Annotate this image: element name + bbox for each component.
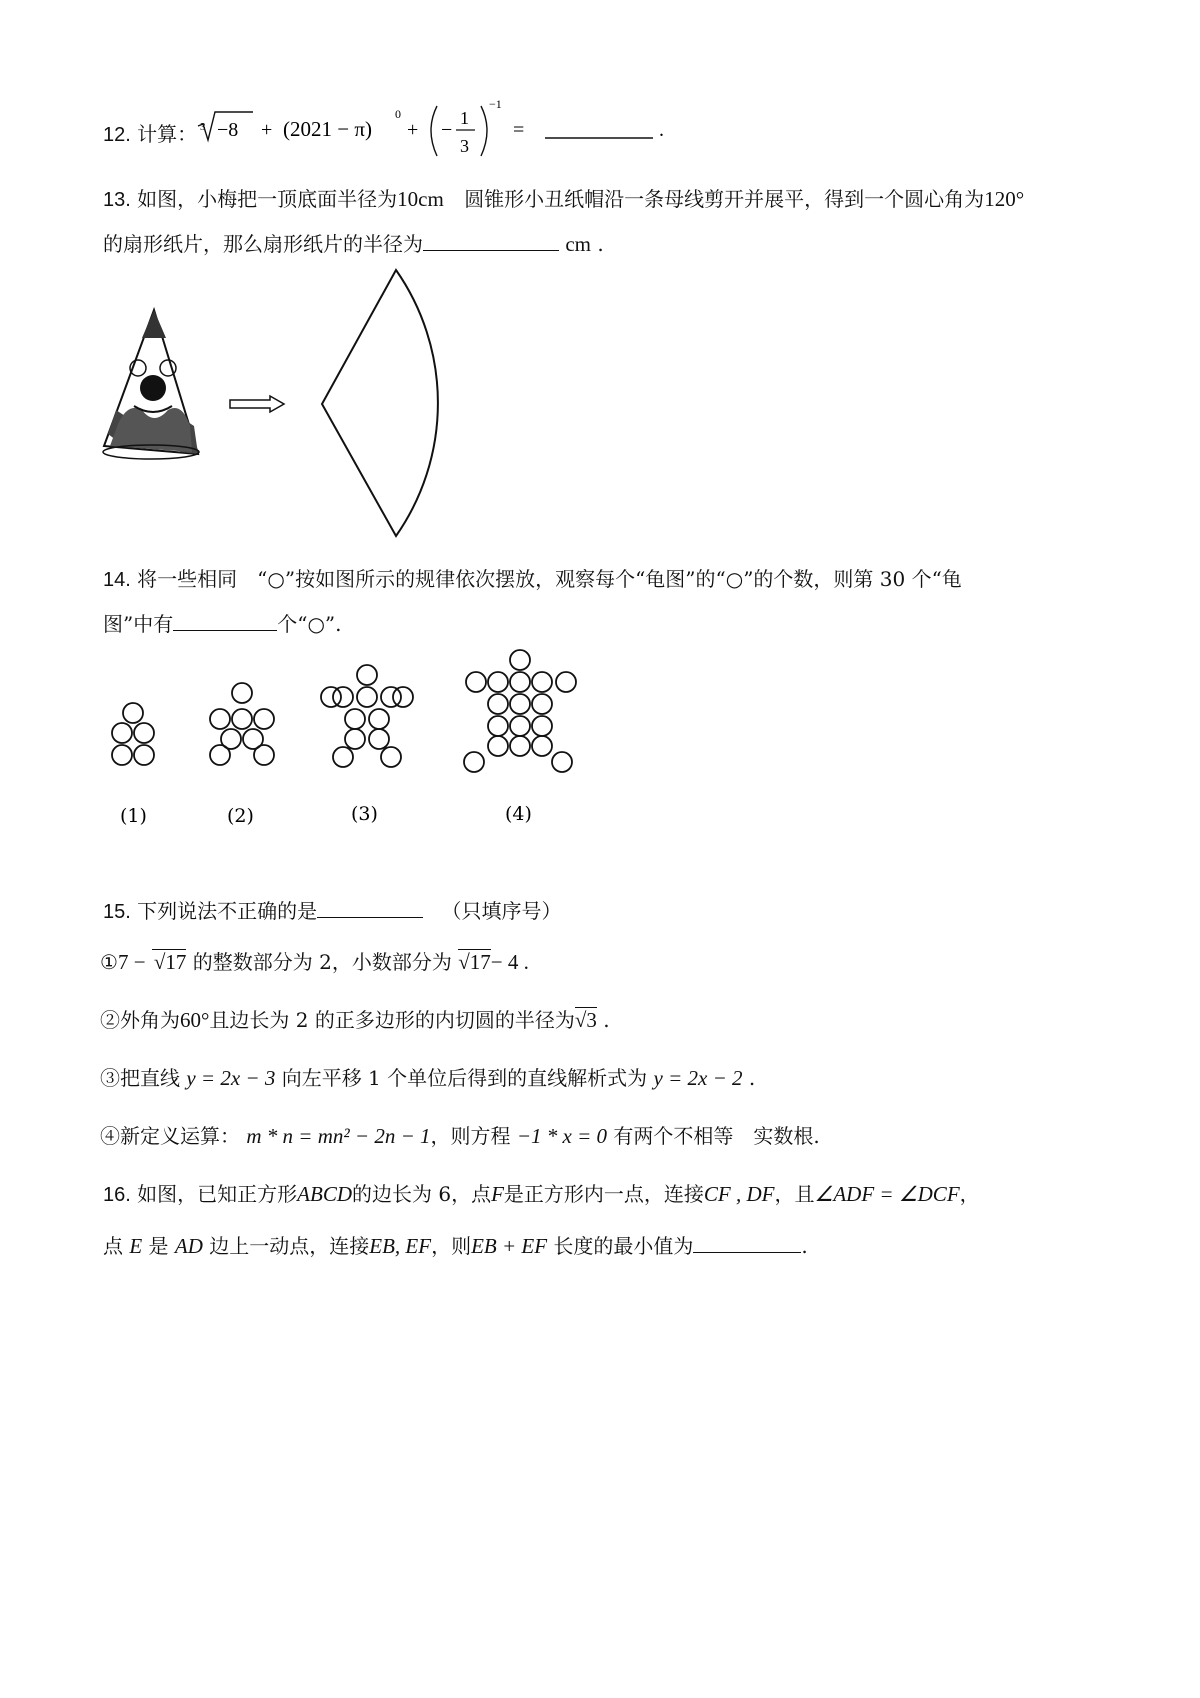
q16-text-e: ，: [959, 1182, 980, 1206]
figure-label-1: (1): [120, 805, 147, 827]
clown-cone-hat-figure: [98, 306, 208, 466]
circle-figure-3-10: [369, 729, 389, 749]
circle-figure-3-1: [357, 665, 377, 685]
q14-number: 14.: [103, 569, 131, 591]
s3-line-eq-2: y = 2x − 2: [653, 1066, 743, 1090]
q12-frac-sign: −: [441, 119, 453, 141]
circle-figure-1-1: [123, 703, 143, 723]
q16-point-f: F: [491, 1182, 504, 1206]
circle-figure-4-2: [466, 672, 486, 692]
q12-plus-2: +: [407, 119, 419, 141]
clown-nose-icon: [140, 375, 166, 401]
q16-text-g: 是: [148, 1234, 169, 1258]
statement-1-mark: ①: [100, 950, 118, 974]
s1-sqrt-17: √17: [153, 950, 187, 974]
circle-figure-4-15: [532, 736, 552, 756]
circle-figure-4-9: [532, 694, 552, 714]
circle-figure-1-3: [134, 723, 154, 743]
s4-operation-def: m * n = mn² − 2n − 1: [246, 1124, 431, 1148]
s2-end: .: [603, 1008, 610, 1032]
figure-label-4: (4): [505, 803, 532, 825]
q15-statement-1: [100, 946, 529, 975]
circle-figure-3-6: [393, 687, 413, 707]
circle-figure-2-2: [210, 709, 230, 729]
q16-text-d: ，且: [774, 1182, 815, 1206]
q16-answer-blank: [693, 1251, 801, 1253]
q15-statement-2: [100, 1004, 610, 1033]
circle-figure-3-4: [381, 687, 401, 707]
circle-figure-4-5: [532, 672, 552, 692]
q16-sum-expr: EB + EF: [471, 1234, 548, 1258]
q14-line-1: [103, 563, 962, 592]
q12-big-paren-right: [481, 106, 487, 156]
s2-text-a: 外角为: [120, 1008, 180, 1032]
q16-number: 16.: [103, 1184, 131, 1206]
q16-text-h: 边上一动点，连接: [209, 1234, 370, 1258]
circle-figure-4-6: [556, 672, 576, 692]
q15-title-b: （只填序号）: [441, 899, 562, 923]
s3-end: .: [748, 1066, 756, 1090]
q14-answer-blank: [173, 629, 277, 631]
q14-text-c: 个“○”.: [277, 612, 342, 636]
circle-figure-1-4: [112, 745, 132, 765]
circle-figure-4-14: [510, 736, 530, 756]
s4-text-c: 有两个不相等 实数根.: [613, 1124, 820, 1148]
q13-line-1: [103, 183, 1024, 212]
s3-text-b: 向左平移 1 个单位后得到的直线解析式为: [281, 1066, 648, 1090]
circle-figure-2-3: [232, 709, 252, 729]
circle-figure-3-3: [357, 687, 377, 707]
circle-figure-4-4: [510, 672, 530, 692]
sector-figure: [318, 266, 488, 542]
figure-label-3: (3): [351, 803, 378, 825]
q12-formula: [195, 88, 664, 168]
q12-label: 计算：: [137, 122, 198, 146]
circle-figure-1-2: [112, 723, 132, 743]
circle-figure-4-3: [488, 672, 508, 692]
circle-figure-4-1: [510, 650, 530, 670]
q16-text-i: ，则: [431, 1234, 472, 1258]
q13-number: 13.: [103, 189, 131, 211]
unfold-arrow-icon: [228, 394, 288, 414]
circle-figure-2-7: [210, 745, 230, 765]
circle-figure-3-7: [345, 709, 365, 729]
s1-text-b: 的整数部分为 2，小数部分为: [192, 950, 452, 974]
q12-line: [103, 118, 197, 147]
statement-3-mark: ③: [100, 1066, 120, 1090]
q12-number: 12.: [103, 124, 131, 146]
statement-4-mark: ④: [100, 1124, 120, 1148]
s2-sqrt-3: √3: [574, 1008, 597, 1032]
q16-end: .: [801, 1234, 808, 1258]
s4-text-b: ，则方程: [430, 1124, 511, 1148]
q13-radius: 10cm: [397, 187, 444, 211]
q15-statement-3: [100, 1062, 755, 1091]
circle-figure-3-11: [333, 747, 353, 767]
circle-figure-4-16: [464, 752, 484, 772]
circle-figure-4-12: [532, 716, 552, 736]
s4-equation: −1 * x = 0: [516, 1124, 608, 1148]
q13-answer-blank: [423, 249, 559, 251]
q15-title-a: 下列说法不正确的是: [137, 899, 318, 923]
q12-big-paren-left: [431, 106, 437, 156]
circle-figure-4-11: [510, 716, 530, 736]
q15-statement-4: [100, 1120, 820, 1149]
circle-figure-2-1: [232, 683, 252, 703]
s2-angle: 60°: [180, 1008, 210, 1032]
q16-angle-equality: ∠ADF = ∠DCF: [814, 1182, 960, 1206]
circle-figure-2-4: [254, 709, 274, 729]
circle-figure-3-2: [333, 687, 353, 707]
q16-text-b: 的边长为 6，点: [352, 1182, 492, 1206]
q13-line-2: [103, 228, 604, 257]
circle-figure-3-12: [381, 747, 401, 767]
circle-figure-4-13: [488, 736, 508, 756]
q13-text-a: 如图，小梅把一顶底面半径为: [137, 187, 398, 211]
q12-end: .: [659, 119, 664, 141]
q12-exponent-neg1: −1: [489, 97, 502, 111]
circle-figure-3-9: [345, 729, 365, 749]
s3-text-a: 把直线: [120, 1066, 180, 1090]
q12-plus-1: +: [261, 119, 273, 141]
circle-figure-4-8: [510, 694, 530, 714]
q12-paren-expr: (2021 − π): [283, 117, 372, 141]
s3-line-eq-1: y = 2x − 3: [186, 1066, 276, 1090]
q13-text-b: 圆锥形小丑纸帽沿一条母线剪开并展平，得到一个圆心角为: [464, 187, 985, 211]
circle-figure-4-10: [488, 716, 508, 736]
circle-figure-4-7: [488, 694, 508, 714]
q16-side-ad: AD: [174, 1234, 203, 1258]
q16-text-a: 如图，已知正方形: [137, 1182, 298, 1206]
q12-frac-num: 1: [460, 108, 469, 128]
circle-figure-1-5: [134, 745, 154, 765]
q16-text-f: 点: [103, 1234, 123, 1258]
q13-text-c: 的扇形纸片，那么扇形纸片的半径为: [103, 232, 423, 256]
statement-2-mark: ②: [100, 1008, 120, 1032]
q16-line-1: [103, 1178, 980, 1207]
circle-figure-4-17: [552, 752, 572, 772]
q14-text-a: 将一些相同 “○”按如图所示的规律依次摆放，观察每个“龟图”的“○”的个数，则第 30 个“龟: [137, 567, 962, 591]
s4-text-a: 新定义运算：: [120, 1124, 240, 1148]
q12-frac-den: 3: [460, 136, 469, 156]
q15-title: [103, 895, 562, 924]
q13-end: .: [597, 232, 604, 256]
s1-expr-c: − 4 .: [490, 950, 529, 974]
q15-number: 15.: [103, 901, 131, 923]
q13-unit: cm: [565, 232, 592, 256]
q13-angle: 120°: [984, 187, 1025, 211]
circle-figure-2-8: [254, 745, 274, 765]
q16-text-j: 长度的最小值为: [553, 1234, 694, 1258]
circle-figure-3-5: [321, 687, 341, 707]
q16-line-2: [103, 1230, 808, 1259]
q14-text-b: 图”中有: [103, 612, 174, 636]
q16-square-abcd: ABCD: [297, 1182, 352, 1206]
figure-label-2: (2): [227, 805, 254, 827]
q14-line-2: [103, 608, 342, 637]
circle-figure-3-8: [369, 709, 389, 729]
q12-equals: =: [513, 119, 525, 141]
q15-answer-blank: [317, 916, 423, 918]
s1-expr-a: 7 −: [117, 950, 146, 974]
q12-exponent-0: 0: [395, 107, 401, 121]
q16-point-e: E: [129, 1234, 143, 1258]
s2-text-b: 且边长为 2 的正多边形的内切圆的半径为: [209, 1008, 575, 1032]
q16-segments-cf-df: CF , DF: [703, 1182, 775, 1206]
q12-root-body: −8: [217, 119, 239, 141]
turtle-pattern-figure: [100, 640, 600, 840]
s1-sqrt-17b: √17: [458, 950, 491, 974]
q16-segments-eb-ef: EB, EF: [369, 1234, 432, 1258]
q12-root-index: 3: [200, 121, 206, 133]
q16-text-c: 是正方形内一点，连接: [503, 1182, 704, 1206]
